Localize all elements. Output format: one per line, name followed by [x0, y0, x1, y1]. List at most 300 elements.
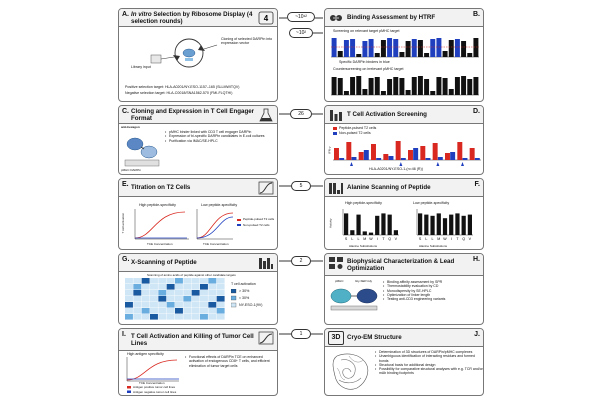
d-blue-bar: [438, 157, 443, 160]
d-hit-arrow: [350, 162, 353, 166]
f-low-bar: [430, 216, 434, 235]
d-blue-bar: [364, 150, 369, 160]
svg-text:4: 4: [263, 14, 269, 23]
panel-j-title: Cryo-EM Structure: [347, 334, 402, 341]
htrf-bar: [424, 53, 429, 57]
htrf-bar: [399, 52, 404, 57]
htrf-bar: [399, 78, 404, 95]
heatmap-cell: [125, 278, 133, 284]
heatmap-cell: [142, 284, 150, 290]
f-low-bar: [424, 215, 428, 235]
htrf-bar: [344, 91, 349, 95]
heatmap-cell: [158, 296, 166, 302]
cryo-em-structure-illustration: [329, 350, 373, 394]
heatmap-cell: [133, 314, 141, 320]
e-legend-nonpulsed: Non-pulsed T2 cells: [243, 223, 270, 227]
negative-target-label: Negative selection target: HLA-C0018/SNA1562-570 (FMI-FLQTHI): [125, 91, 233, 95]
htrf-bar: [381, 40, 386, 57]
heatmap-cell: [125, 296, 133, 302]
heatmap-cell: [200, 290, 208, 296]
heatmap-cell: [175, 284, 183, 290]
d-red-bar: [383, 154, 388, 160]
d-blue-bar: [389, 156, 394, 160]
badge-round-3: 26: [290, 109, 312, 119]
heatmap-cell: [217, 296, 225, 302]
heatmap-cell: [217, 278, 225, 284]
heatmap-cell: [183, 290, 191, 296]
panel-c-bullet: • Purification via IMAC/SE-HPLC: [165, 139, 275, 143]
heatmap-cell: [200, 284, 208, 290]
panel-g: [118, 253, 278, 325]
panel-c-bullet: • Expression of bi-specific DARPin candidates in E.coli cultures: [165, 134, 275, 138]
heatmap-cell: [183, 302, 191, 308]
i-legend-negative: Antigen negative tumor cell lines: [133, 389, 177, 394]
d-ylabel: IFN-γ: [327, 146, 332, 154]
connector-arrows: [118, 6, 119, 7]
cloning-label: Cloning of selected DARPin into expression vector: [221, 37, 273, 46]
f-low-residue: S: [418, 237, 422, 241]
panel-j-bullet: • Determination of 3D structures of DARPin/pMHC complexes: [375, 350, 483, 354]
e-xlabel-1: TCE Concentration: [147, 242, 173, 246]
badge-round-2: ~10²: [289, 28, 313, 38]
panel-h-title: Biophysical Characterization & Lead Optimization: [347, 257, 455, 272]
positive-target-label: Positive selection target: HLA-A0201/NY-ESO-1157–165 (SLLMWITQV): [125, 85, 240, 89]
heatmap-cell: [208, 278, 216, 284]
tcell-activation-chart: [333, 138, 481, 166]
heatmap-cell: [158, 302, 166, 308]
d-blue-bar: [376, 158, 381, 160]
panel-j-bullet: • Structural basis for additional design: [375, 363, 483, 367]
ribosome-display-icon: [258, 11, 274, 25]
htrf-bar: [332, 77, 337, 95]
htrf-bar: [332, 38, 337, 57]
panel-b-header: [325, 9, 483, 27]
f-low-bar: [468, 215, 472, 235]
g-subtitle: Scanning of amino acids of peptide against other candidate targets: [147, 273, 236, 277]
htrf-bar: [375, 77, 380, 95]
panel-a-letter: A.: [122, 11, 129, 18]
panel-i: [118, 328, 278, 396]
bar-chart-icon: [328, 108, 344, 122]
heatmap-cell: [208, 296, 216, 302]
killing-curve-icon: [258, 331, 274, 345]
htrf-bar: [436, 77, 441, 95]
heatmap-cell: [208, 314, 216, 320]
d-red-bar: [408, 150, 413, 160]
panel-f-letter: F.: [474, 181, 480, 188]
heatmap-cell: [158, 284, 166, 290]
htrf-bar: [338, 51, 343, 57]
library-input-label: Library input: [131, 65, 151, 69]
heatmap-cell: [125, 284, 133, 290]
panel-a-title: [131, 11, 255, 25]
htrf-bar: [436, 38, 441, 57]
bacteria-flask-icon: [258, 108, 274, 122]
e2-nonpulsed-curve: [197, 217, 233, 238]
f-high-bar: [394, 230, 398, 235]
panel-i-bullet: • Functional effects of DARPin TCE on enhanced activation of endogenous CD8+ T cells, and efficient elimination of tumor target cells: [185, 355, 277, 368]
panel-f-title: Alanine Scanning of Peptide: [347, 184, 431, 191]
panel-j-bullets: [375, 350, 483, 376]
panel-a-title-italic: In vitro: [131, 10, 152, 18]
heatmap-cell: [142, 296, 150, 302]
f-high-bar: [363, 231, 367, 235]
panel-h-bullets: [383, 280, 483, 301]
heatmap-cell: [200, 308, 208, 314]
heatmap-cell: [125, 290, 133, 296]
heatmap-cell: [192, 284, 200, 290]
screen-label: Screening on relevant target pMHC target: [333, 29, 400, 33]
heatmap-cell: [158, 278, 166, 284]
heatmap-cell: [208, 308, 216, 314]
htrf-bar: [393, 39, 398, 57]
heatmap-cell: [167, 284, 175, 290]
d-blue-bar: [475, 158, 480, 160]
g-legend-native: NY-ESO-1(9V): [239, 303, 263, 307]
heatmap-cell: [217, 314, 225, 320]
htrf-bar: [356, 54, 361, 57]
panel-c: [118, 105, 278, 175]
heatmap-cell: [150, 278, 158, 284]
heatmap-cell: [217, 302, 225, 308]
heatmap-cell: [217, 308, 225, 314]
f-xlabel-1: Alanine Substitutions: [349, 244, 378, 248]
heatmap-cell: [192, 308, 200, 314]
icon-3d: 3D: [328, 331, 344, 345]
badge-round-1: ~10¹²: [287, 12, 315, 22]
e1-pulsed-curve: [135, 212, 185, 238]
panel-i-header: [119, 329, 277, 351]
htrf-bar: [430, 91, 435, 95]
d-blue-bar: [413, 148, 418, 160]
heatmap-cell: [158, 308, 166, 314]
d-blue-bar: [352, 157, 357, 160]
panel-e-letter: E.: [122, 181, 129, 188]
panel-i-title: T Cell Activation and Killing of Tumor Cell Lines: [131, 332, 254, 347]
heatmap-cell: [167, 314, 175, 320]
heatmap-cell: [175, 314, 183, 320]
f-high-bar: [381, 213, 385, 235]
badge-round-6: 1: [291, 329, 311, 339]
f-low-bar: [443, 218, 447, 235]
panel-e: [118, 178, 278, 250]
e2-pulsed-curve: [197, 213, 233, 238]
g-legend-high: > 30%: [239, 289, 250, 293]
panel-g-letter: G.: [122, 256, 130, 263]
panel-c-letter: C.: [122, 108, 129, 115]
heatmap-cell: [150, 302, 158, 308]
panel-h-bullet: • Thermostability evaluation by CD: [383, 284, 483, 288]
d-red-bar: [334, 148, 339, 160]
htrf-bar: [356, 76, 361, 95]
heatmap-cell: [208, 290, 216, 296]
htrf-bar: [418, 40, 423, 57]
f-low-residue: V: [468, 237, 472, 241]
heatmap-cell: [133, 296, 141, 302]
htrf-bar: [424, 79, 429, 95]
f-high-bar: [344, 213, 348, 235]
htrf-bar: [393, 77, 398, 95]
htrf-bar: [369, 39, 374, 57]
f-low-bar: [418, 213, 422, 235]
htrf-bar: [362, 89, 367, 95]
legend-pulsed: Peptide-pulsed T2 cells: [339, 126, 377, 130]
heatmap-cell: [125, 314, 133, 320]
panel-d-header: [325, 106, 483, 124]
d-hit-arrow: [399, 162, 402, 166]
heatmap-cell: [183, 296, 191, 302]
d-red-bar: [420, 146, 425, 160]
htrf-bar: [467, 53, 472, 57]
icon-label-pmhc: pMHC DARPin: [121, 168, 142, 172]
panel-a-header: [119, 9, 277, 27]
heatmap-cell: [142, 314, 150, 320]
d-blue-bar: [401, 158, 406, 160]
panel-a-title-rest: Selection by Ribosome Display (4 selection rounds): [131, 10, 253, 25]
funnel-shape: [287, 20, 315, 380]
i-legend-positive: Antigen positive tumor cell lines: [133, 385, 176, 389]
htrf-bar: [449, 40, 454, 57]
f-high-residue: Q: [388, 237, 392, 241]
workflow-diagram: [118, 6, 484, 398]
heatmap-cell: [183, 284, 191, 290]
heatmap-cell: [167, 308, 175, 314]
panel-h-bullet: • Testing anti-CD3 engineering variants: [383, 297, 483, 301]
panel-e-title: Titration on T2 Cells: [131, 184, 191, 191]
heatmap-cell: [208, 284, 216, 290]
threshold-label: Specific DARPin binders in blue: [339, 60, 390, 64]
f-low-bar: [437, 213, 441, 235]
f-low-bar: [455, 213, 459, 235]
heatmap-cell: [158, 314, 166, 320]
htrf-counterscreen-chart: [331, 73, 479, 97]
heatmap-cell: [175, 290, 183, 296]
heatmap-cell: [133, 290, 141, 296]
heatmap-cell: [192, 314, 200, 320]
panel-h-bullet: • Monodispersity by SE-HPLC: [383, 289, 483, 293]
heatmap-cell: [167, 290, 175, 296]
legend-blue-swatch: [333, 132, 337, 135]
f-high-residue: I: [376, 237, 378, 241]
htrf-bar: [443, 78, 448, 95]
d-hit-arrow: [436, 162, 439, 166]
e-xlabel-2: TCE Concentration: [203, 242, 229, 246]
alanine-scan-chart: [339, 207, 479, 245]
heatmap-cell: [200, 296, 208, 302]
heatmap-cell: [142, 302, 150, 308]
i-positive-curve: [127, 360, 177, 380]
htrf-bar: [406, 41, 411, 57]
htrf-bar: [412, 77, 417, 95]
htrf-bar: [362, 41, 367, 57]
htrf-bar: [418, 76, 423, 95]
counter-label: Counterscreening on irrelevant pMHC target: [333, 67, 404, 71]
htrf-icon: [328, 11, 344, 25]
f-high-bar: [375, 216, 379, 235]
f-low-residue: M: [437, 237, 441, 241]
htrf-bar: [461, 41, 466, 57]
d-red-bar: [470, 148, 475, 160]
g-legend-mid: ≈ 30%: [239, 296, 250, 300]
f-high-residue: M: [363, 237, 367, 241]
panel-d-letter: D.: [473, 108, 480, 115]
e-legend-pulsed: Peptide-pulsed T2 cells: [243, 217, 275, 221]
panel-j-header: [325, 329, 483, 347]
heatmap-cell: [142, 278, 150, 284]
heatmap-cell: [200, 302, 208, 308]
e-ylabel: T cell activation: [121, 212, 126, 234]
f-low-residue: T: [456, 237, 459, 241]
heatmap-cell: [183, 278, 191, 284]
badge-round-5: 2: [291, 256, 311, 266]
htrf-bar: [455, 39, 460, 57]
panel-i-letter: I.: [122, 331, 126, 338]
f-low-residue: L: [425, 237, 428, 241]
panel-j-bullet: • Possibility for comparative structural analyses with e.g. TCR and/or mAb binding footprints: [375, 367, 483, 376]
heatmap-cell: [133, 308, 141, 314]
heatmap-cell: [150, 284, 158, 290]
heatmap-cell: [175, 302, 183, 308]
heatmap-cell: [217, 284, 225, 290]
htrf-bar: [443, 51, 448, 57]
htrf-bar: [473, 77, 478, 95]
panel-h-bullet: • Optimization of linker length: [383, 293, 483, 297]
h-icon-label-right: Gly-SEP-Gly: [355, 279, 373, 283]
panel-d: [324, 105, 484, 175]
panel-d-title: T Cell Activation Screening: [347, 111, 427, 118]
i-chart-title: High antigen specificity: [127, 352, 164, 356]
heatmap-cell: [167, 302, 175, 308]
d-blue-bar: [463, 158, 468, 160]
d-red-bar: [371, 144, 376, 160]
panel-i-bullets: [185, 355, 277, 368]
heatmap-cell: [133, 278, 141, 284]
htrf-bar: [369, 78, 374, 95]
htrf-bar: [406, 90, 411, 95]
panel-b: [324, 8, 484, 102]
f-high-residue: W: [369, 237, 373, 241]
panel-h: [324, 253, 484, 325]
i-xlabel: TCE Concentration: [139, 381, 165, 385]
panel-g-title: X-Scanning of Peptide: [131, 259, 197, 266]
heatmap-cell: [192, 278, 200, 284]
f-high-residue: V: [394, 237, 398, 241]
heatmap-cell: [175, 278, 183, 284]
htrf-bar: [344, 40, 349, 57]
f-low-residue: L: [431, 237, 434, 241]
d-red-bar: [433, 143, 438, 160]
htrf-bar: [381, 91, 386, 95]
panel-c-title: Cloning and Expression in T Cell Engager Format: [131, 107, 255, 122]
heatmap-cell: [133, 284, 141, 290]
heatmap-cell: [142, 290, 150, 296]
f-high-residue: T: [382, 237, 385, 241]
e-chart-title-2: Low peptide-specificity: [201, 203, 238, 207]
panel-f: [324, 178, 484, 250]
heatmap-cell: [175, 296, 183, 302]
f-low-bar: [449, 215, 453, 235]
htrf-bar: [467, 79, 472, 95]
heatmap-cell: [150, 314, 158, 320]
heatmap-cell: [217, 290, 225, 296]
heatmap-cell: [167, 278, 175, 284]
heatmap-cell: [183, 314, 191, 320]
htrf-bar: [350, 39, 355, 57]
panel-c-header: [119, 106, 277, 124]
legend-red-swatch: [333, 127, 337, 130]
panel-f-header: [325, 179, 483, 197]
htrf-bar: [430, 39, 435, 57]
panel-h-bullet: • Binding affinity assessment by SPR: [383, 280, 483, 284]
panel-j: [324, 328, 484, 396]
heatmap-cell: [133, 302, 141, 308]
d-xlabel: HLA-A0201/NY-ESO-1-(n=46 (R)): [369, 167, 423, 171]
htrf-bar: [387, 79, 392, 95]
heatmap-cell: [200, 314, 208, 320]
f-high-bar: [369, 233, 373, 235]
heatmap-cell: [150, 296, 158, 302]
heatmap-cell: [158, 290, 166, 296]
icon-label-anti: anti-hexagon: [121, 125, 140, 129]
panel-c-bullets: [165, 130, 275, 143]
htrf-bar: [338, 78, 343, 95]
d-red-bar: [359, 152, 364, 160]
d-red-bar: [346, 142, 351, 160]
f-high-residue: S: [344, 237, 348, 241]
f-low-residue: I: [450, 237, 452, 241]
badge-round-4: 5: [291, 181, 311, 191]
xscan-heatmap: [125, 278, 225, 322]
f-chart-title-2: Low peptide-specificity: [413, 201, 450, 205]
f-high-bar: [388, 215, 392, 235]
f-high-residue: L: [351, 237, 354, 241]
d-blue-bar: [450, 152, 455, 160]
f-low-residue: Q: [462, 237, 466, 241]
tce-construct-illustration: [123, 128, 161, 170]
f-xlabel-2: Alanine Substitutions: [419, 244, 448, 248]
d-red-bar: [445, 153, 450, 160]
f-ylabel: Activity: [328, 218, 333, 228]
panel-a: [118, 8, 278, 102]
heatmap-cell: [208, 302, 216, 308]
d-hit-arrow: [461, 162, 464, 166]
heatmap-cell: [200, 278, 208, 284]
heatmap-cell: [150, 290, 158, 296]
panel-b-title: Binding Assessment by HTRF: [347, 14, 436, 21]
htrf-bar: [350, 77, 355, 95]
heatmap-cell: [192, 296, 200, 302]
panel-e-header: [119, 179, 277, 197]
f-high-bar: [350, 230, 354, 235]
e-chart-title-1: High peptide-specificity: [139, 203, 176, 207]
heatmap-cell: [175, 308, 183, 314]
heatmap-cell: [192, 302, 200, 308]
f-low-bar: [462, 216, 466, 235]
spr-illustration: [329, 282, 379, 314]
panel-j-bullet: • Unambiguous identification of interacting residues and formed bonds: [375, 354, 483, 363]
g-legend-title: T cell activation: [231, 282, 256, 286]
heatmap-cell: [125, 302, 133, 308]
d-blue-bar: [426, 158, 431, 160]
htrf-bar: [387, 38, 392, 57]
panel-g-header: [119, 254, 277, 272]
htrf-bar: [473, 38, 478, 57]
biophysics-icon: [328, 256, 344, 270]
f-high-residue: L: [357, 237, 360, 241]
heatmap-cell: [192, 290, 200, 296]
f-high-bar: [356, 215, 360, 235]
panel-h-header: [325, 254, 483, 276]
